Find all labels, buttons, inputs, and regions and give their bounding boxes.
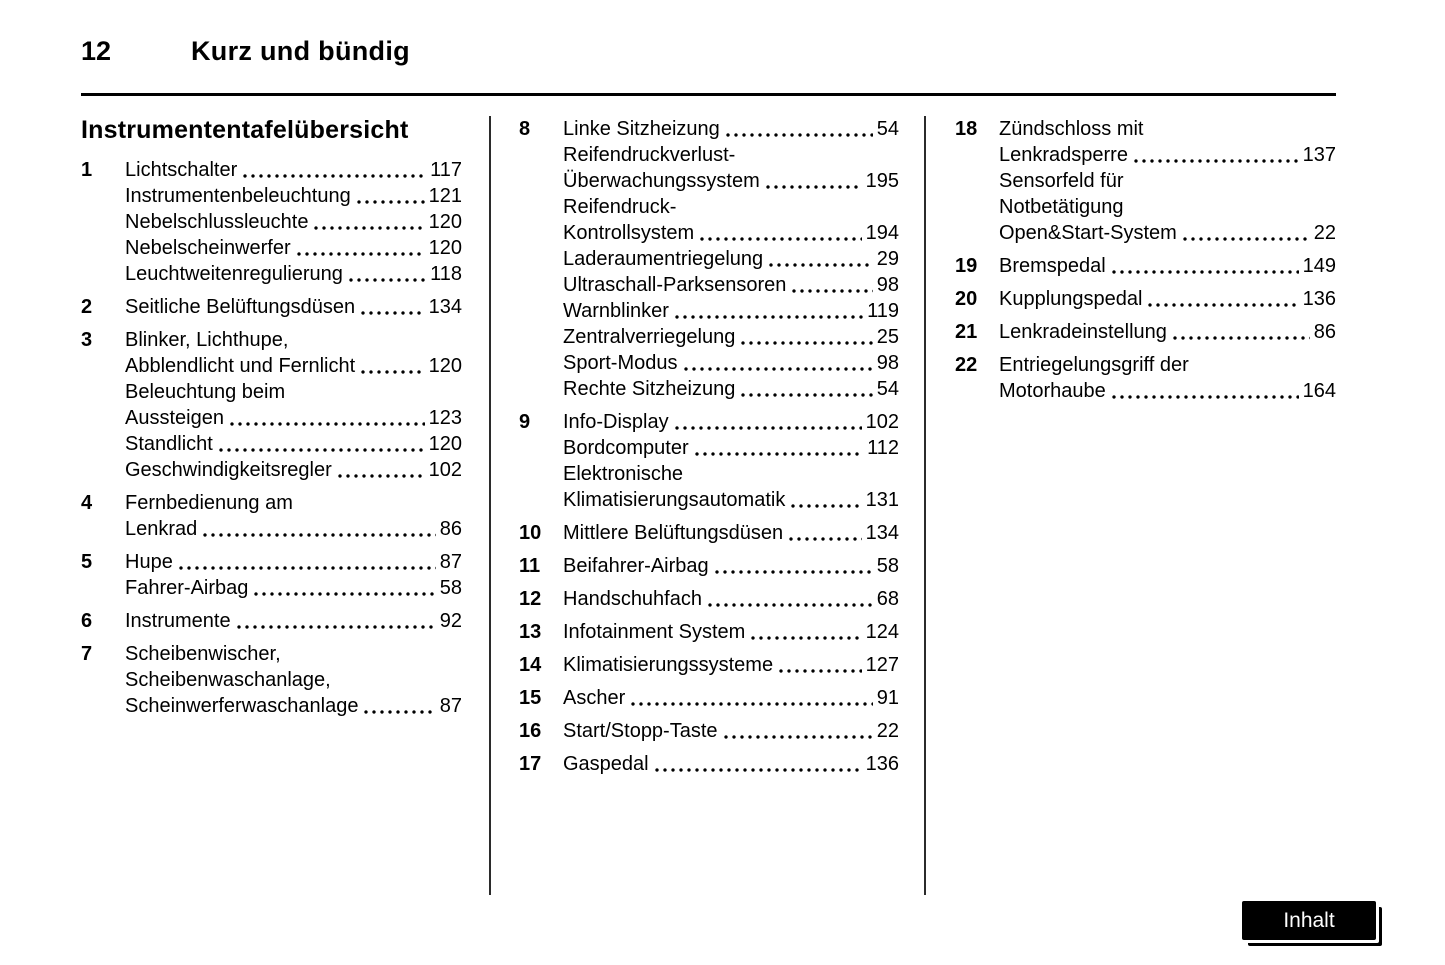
toc-line-text: Lenkrad bbox=[125, 518, 198, 540]
toc-line bbox=[563, 461, 899, 487]
toc-entry bbox=[81, 327, 462, 483]
toc-line-text: Gaspedal bbox=[563, 753, 649, 775]
toc-line bbox=[999, 319, 1336, 345]
dot-leader bbox=[1132, 159, 1299, 163]
page-ref: 86 bbox=[439, 518, 462, 540]
dot-leader bbox=[295, 252, 425, 256]
page-ref: 149 bbox=[1302, 255, 1336, 277]
dot-leader bbox=[629, 702, 873, 706]
toc-entry bbox=[955, 116, 1336, 246]
toc-line-text: Infotainment System bbox=[563, 621, 746, 643]
dot-leader bbox=[790, 289, 872, 293]
page-ref: 29 bbox=[876, 248, 899, 270]
toc-line bbox=[999, 142, 1336, 168]
toc-entry bbox=[519, 116, 899, 402]
page-ref: 87 bbox=[439, 695, 462, 717]
toc-line-text: Lenkradsperre bbox=[999, 144, 1128, 166]
toc-line-text: Reifendruckverlust- bbox=[563, 144, 736, 166]
toc-line-text: Scheibenwischer, bbox=[125, 643, 281, 665]
dot-leader bbox=[682, 367, 873, 371]
toc-line bbox=[125, 490, 462, 516]
entry-number: 19 bbox=[955, 255, 978, 277]
page-ref: 131 bbox=[865, 489, 899, 511]
dot-leader bbox=[764, 185, 862, 189]
dot-leader bbox=[312, 226, 424, 230]
toc-line bbox=[125, 575, 462, 601]
dot-leader bbox=[241, 174, 426, 178]
toc-line bbox=[563, 246, 899, 272]
toc-entry bbox=[519, 751, 899, 777]
toc-line-text: Nebelscheinwerfer bbox=[125, 237, 291, 259]
toc-entry bbox=[955, 286, 1336, 312]
toc-line-text: Überwachungssystem bbox=[563, 170, 760, 192]
toc-line bbox=[125, 667, 462, 693]
entry-number: 5 bbox=[81, 551, 93, 573]
dot-leader bbox=[355, 200, 425, 204]
dot-leader bbox=[1146, 303, 1298, 307]
toc-line-text: Mittlere Belüftungsdüsen bbox=[563, 522, 784, 544]
toc-line bbox=[125, 549, 462, 575]
dot-leader bbox=[673, 315, 863, 319]
toc-line-text: Handschuhfach bbox=[563, 588, 702, 610]
toc-line-text: Reifendruck- bbox=[563, 196, 677, 218]
page-ref: 91 bbox=[876, 687, 899, 709]
toc-line-text: Notbetätigung bbox=[999, 196, 1124, 218]
toc-line bbox=[125, 183, 462, 209]
toc-line-text: Klimatisierungsautomatik bbox=[563, 489, 786, 511]
toc-line-text: Lichtschalter bbox=[125, 159, 238, 181]
toc-line-text: Warnblinker bbox=[563, 300, 669, 322]
page-ref: 102 bbox=[865, 411, 899, 433]
dot-leader bbox=[722, 735, 873, 739]
toc-line-text: Info-Display bbox=[563, 411, 669, 433]
toc-line bbox=[125, 235, 462, 261]
dot-leader bbox=[739, 393, 872, 397]
toc-column-3 bbox=[926, 116, 1336, 411]
entry-number: 10 bbox=[519, 522, 542, 544]
toc-line-text: Hupe bbox=[125, 551, 173, 573]
toc-line bbox=[563, 350, 899, 376]
page-ref: 58 bbox=[439, 577, 462, 599]
page-ref: 98 bbox=[876, 274, 899, 296]
dot-leader bbox=[252, 592, 435, 596]
toc-line bbox=[999, 168, 1336, 194]
toc-column-1 bbox=[81, 116, 489, 726]
toc-line-text: Kontrollsystem bbox=[563, 222, 695, 244]
toc-line-text: Aussteigen bbox=[125, 407, 224, 429]
page-ref: 102 bbox=[428, 459, 462, 481]
toc-entry bbox=[81, 641, 462, 719]
page-ref: 121 bbox=[428, 185, 462, 207]
toc-line-text: Nebelschlussleuchte bbox=[125, 211, 309, 233]
entry-number: 7 bbox=[81, 643, 93, 665]
toc-line-text: Instrumentenbeleuchtung bbox=[125, 185, 351, 207]
toc-line-text: Start/Stopp-Taste bbox=[563, 720, 718, 742]
entry-number: 22 bbox=[955, 354, 978, 376]
toc-line-text: Lenkradeinstellung bbox=[999, 321, 1167, 343]
page-ref: 124 bbox=[865, 621, 899, 643]
toc-line bbox=[563, 487, 899, 513]
dot-leader bbox=[217, 448, 425, 452]
page-ref: 127 bbox=[865, 654, 899, 676]
dot-leader bbox=[1171, 336, 1310, 340]
toc-line-text: Geschwindigkeitsregler bbox=[125, 459, 332, 481]
page-ref: 22 bbox=[876, 720, 899, 742]
toc-line bbox=[563, 324, 899, 350]
dot-leader bbox=[235, 625, 436, 629]
page-header bbox=[81, 36, 1336, 67]
inhalt-button[interactable]: Inhalt bbox=[1242, 901, 1376, 940]
toc-line bbox=[999, 352, 1336, 378]
dot-leader bbox=[706, 603, 873, 607]
page-ref: 98 bbox=[876, 352, 899, 374]
toc-line-text: Entriegelungsgriff der bbox=[999, 354, 1189, 376]
entry-number: 20 bbox=[955, 288, 978, 310]
page-ref: 120 bbox=[428, 355, 462, 377]
dot-leader bbox=[359, 311, 424, 315]
toc-entries-column-3 bbox=[955, 116, 1336, 404]
toc-line bbox=[563, 298, 899, 324]
toc-line-text: Standlicht bbox=[125, 433, 213, 455]
toc-line bbox=[999, 286, 1336, 312]
toc-line bbox=[125, 405, 462, 431]
dot-leader bbox=[777, 669, 862, 673]
toc-line bbox=[125, 516, 462, 542]
toc-line-text: Linke Sitzheizung bbox=[563, 118, 720, 140]
toc-line bbox=[125, 431, 462, 457]
toc-line bbox=[563, 142, 899, 168]
toc-line bbox=[999, 378, 1336, 404]
dot-leader bbox=[673, 426, 862, 430]
toc-line bbox=[999, 194, 1336, 220]
toc-entry bbox=[519, 685, 899, 711]
toc-line-text: Blinker, Lichthupe, bbox=[125, 329, 289, 351]
toc-line-text: Abblendlicht und Fernlicht bbox=[125, 355, 356, 377]
toc-line bbox=[563, 168, 899, 194]
entry-number: 15 bbox=[519, 687, 542, 709]
toc-line bbox=[999, 116, 1336, 142]
page-ref: 194 bbox=[865, 222, 899, 244]
toc-entry bbox=[81, 490, 462, 542]
toc-line bbox=[563, 718, 899, 744]
page-ref: 136 bbox=[1302, 288, 1336, 310]
entry-number: 16 bbox=[519, 720, 542, 742]
entry-number: 8 bbox=[519, 118, 531, 140]
page-ref: 118 bbox=[430, 263, 462, 285]
entry-number: 12 bbox=[519, 588, 542, 610]
dot-leader bbox=[228, 422, 425, 426]
toc-line-text: Rechte Sitzheizung bbox=[563, 378, 736, 400]
entry-number: 13 bbox=[519, 621, 542, 643]
dot-leader bbox=[201, 533, 435, 537]
dot-leader bbox=[653, 768, 862, 772]
dot-leader bbox=[789, 504, 861, 508]
toc-line bbox=[563, 652, 899, 678]
page-ref: 92 bbox=[439, 610, 462, 632]
toc-entry bbox=[519, 553, 899, 579]
toc-entry bbox=[519, 619, 899, 645]
page-ref: 137 bbox=[1302, 144, 1336, 166]
toc-line bbox=[125, 353, 462, 379]
toc-line bbox=[125, 693, 462, 719]
page-ref: 86 bbox=[1313, 321, 1336, 343]
page-ref: 58 bbox=[876, 555, 899, 577]
toc bbox=[81, 116, 1336, 895]
toc-line-text: Instrumente bbox=[125, 610, 231, 632]
page-ref: 54 bbox=[876, 378, 899, 400]
toc-line bbox=[125, 608, 462, 634]
toc-line-text: Sport-Modus bbox=[563, 352, 678, 374]
toc-line-text: Zündschloss mit bbox=[999, 118, 1144, 140]
entry-number: 6 bbox=[81, 610, 93, 632]
toc-entry bbox=[81, 294, 462, 320]
dot-leader bbox=[1110, 395, 1299, 399]
entry-number: 9 bbox=[519, 411, 531, 433]
dot-leader bbox=[749, 636, 861, 640]
toc-line bbox=[563, 553, 899, 579]
toc-line bbox=[999, 253, 1336, 279]
toc-line bbox=[563, 272, 899, 298]
entry-number: 3 bbox=[81, 329, 93, 351]
toc-entries-column-1 bbox=[81, 157, 462, 719]
dot-leader bbox=[359, 370, 424, 374]
toc-line-text: Elektronische bbox=[563, 463, 684, 485]
page-ref: 120 bbox=[428, 433, 462, 455]
toc-line bbox=[125, 379, 462, 405]
dot-leader bbox=[336, 474, 425, 478]
dot-leader bbox=[724, 133, 873, 137]
toc-line-text: Zentralverriegelung bbox=[563, 326, 736, 348]
toc-entry bbox=[955, 253, 1336, 279]
toc-entry bbox=[81, 608, 462, 634]
entry-number: 4 bbox=[81, 492, 93, 514]
dot-leader bbox=[698, 237, 861, 241]
entry-number: 17 bbox=[519, 753, 542, 775]
page-ref: 87 bbox=[439, 551, 462, 573]
toc-entry bbox=[519, 586, 899, 612]
page-ref: 120 bbox=[428, 237, 462, 259]
toc-line bbox=[125, 261, 462, 287]
entry-number: 14 bbox=[519, 654, 542, 676]
toc-line-text: Seitliche Belüftungsdüsen bbox=[125, 296, 356, 318]
toc-column-2 bbox=[491, 116, 924, 784]
toc-line-text: Beleuchtung beim bbox=[125, 381, 286, 403]
chapter-title: Kurz und bündig bbox=[191, 36, 410, 66]
page-ref: 136 bbox=[865, 753, 899, 775]
dot-leader bbox=[693, 452, 863, 456]
toc-entries-column-2 bbox=[519, 116, 899, 777]
toc-line bbox=[999, 220, 1336, 246]
toc-line bbox=[563, 116, 899, 142]
dot-leader bbox=[767, 263, 873, 267]
page-ref: 25 bbox=[876, 326, 899, 348]
toc-entry bbox=[519, 652, 899, 678]
toc-line bbox=[563, 751, 899, 777]
toc-line-text: Ascher bbox=[563, 687, 626, 709]
toc-line bbox=[563, 619, 899, 645]
dot-leader bbox=[739, 341, 872, 345]
page-ref: 112 bbox=[867, 437, 899, 459]
dot-leader bbox=[177, 566, 436, 570]
page-ref: 22 bbox=[1313, 222, 1336, 244]
page-ref: 134 bbox=[428, 296, 462, 318]
dot-leader bbox=[1181, 237, 1310, 241]
toc-line-text: Bremspedal bbox=[999, 255, 1106, 277]
toc-line-text: Beifahrer-Airbag bbox=[563, 555, 709, 577]
toc-line-text: Scheibenwaschanlage, bbox=[125, 669, 331, 691]
page-ref: 123 bbox=[428, 407, 462, 429]
dot-leader bbox=[1110, 270, 1299, 274]
page-ref: 164 bbox=[1302, 380, 1336, 402]
toc-line bbox=[563, 194, 899, 220]
toc-line bbox=[125, 157, 462, 183]
toc-line-text: Motorhaube bbox=[999, 380, 1106, 402]
section-title: Instrumententafelübersicht bbox=[81, 116, 409, 144]
toc-line bbox=[125, 457, 462, 483]
toc-line bbox=[563, 409, 899, 435]
toc-line-text: Klimatisierungssysteme bbox=[563, 654, 774, 676]
toc-line-text: Scheinwerferwaschanlage bbox=[125, 695, 359, 717]
toc-line bbox=[563, 520, 899, 546]
toc-entry bbox=[519, 409, 899, 513]
toc-line-text: Ultraschall-Parksensoren bbox=[563, 274, 787, 296]
dot-leader bbox=[787, 537, 861, 541]
entry-number: 18 bbox=[955, 118, 978, 140]
toc-line bbox=[125, 641, 462, 667]
toc-entry bbox=[519, 520, 899, 546]
toc-entry bbox=[955, 352, 1336, 404]
entry-number: 1 bbox=[81, 159, 93, 181]
entry-number: 21 bbox=[955, 321, 978, 343]
toc-entry bbox=[955, 319, 1336, 345]
toc-line bbox=[563, 376, 899, 402]
page-ref: 119 bbox=[867, 300, 899, 322]
page-ref: 195 bbox=[865, 170, 899, 192]
toc-line bbox=[125, 327, 462, 353]
toc-line bbox=[563, 685, 899, 711]
dot-leader bbox=[713, 570, 873, 574]
toc-line-text: Kupplungspedal bbox=[999, 288, 1143, 310]
page-ref: 54 bbox=[876, 118, 899, 140]
toc-entry bbox=[81, 549, 462, 601]
entry-number: 11 bbox=[519, 555, 541, 577]
page-ref: 134 bbox=[865, 522, 899, 544]
dot-leader bbox=[347, 278, 426, 282]
page-number: 12 bbox=[81, 36, 112, 66]
page-ref: 68 bbox=[876, 588, 899, 610]
dot-leader bbox=[362, 710, 435, 714]
entry-number: 2 bbox=[81, 296, 93, 318]
toc-line-text: Laderaumentriegelung bbox=[563, 248, 764, 270]
toc-entry bbox=[519, 718, 899, 744]
page-ref: 120 bbox=[428, 211, 462, 233]
toc-line bbox=[563, 435, 899, 461]
header-rule bbox=[81, 93, 1336, 96]
toc-line-text: Fernbedienung am bbox=[125, 492, 293, 514]
toc-line bbox=[563, 586, 899, 612]
page-ref: 117 bbox=[430, 159, 462, 181]
toc-line-text: Open&Start-System bbox=[999, 222, 1177, 244]
toc-line-text: Sensorfeld für bbox=[999, 170, 1124, 192]
toc-line bbox=[125, 294, 462, 320]
toc-line-text: Fahrer-Airbag bbox=[125, 577, 249, 599]
toc-entry bbox=[81, 157, 462, 287]
toc-line-text: Bordcomputer bbox=[563, 437, 689, 459]
toc-line-text: Leuchtweitenregulierung bbox=[125, 263, 343, 285]
toc-line bbox=[125, 209, 462, 235]
toc-line bbox=[563, 220, 899, 246]
